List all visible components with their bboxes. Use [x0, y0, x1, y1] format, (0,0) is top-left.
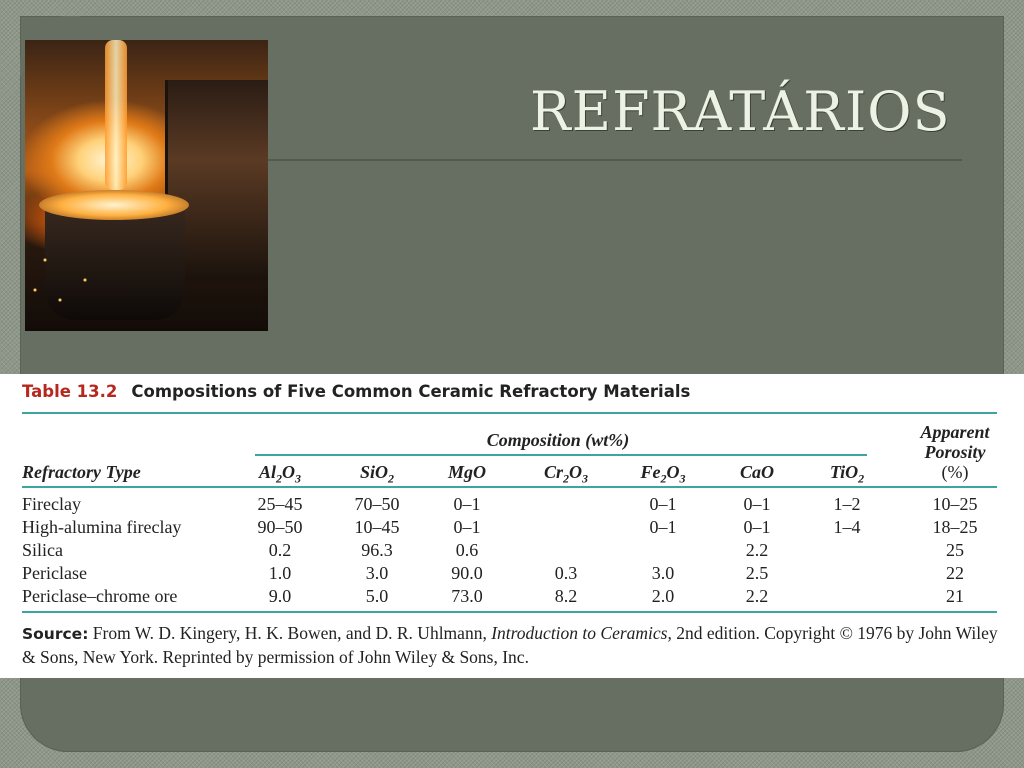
- row-1-porosity: 18–25: [932, 517, 978, 537]
- porosity-header-line3: (%): [941, 462, 969, 482]
- column-header-1-sub2: 2: [388, 471, 395, 486]
- column-header-6: [830, 462, 864, 487]
- column-header-6-base: Ti: [829, 462, 846, 482]
- row-3-cell-4: 3.0: [651, 563, 675, 583]
- table-top-rule: [22, 412, 997, 414]
- row-4-cell-1: 5.0: [365, 586, 389, 606]
- row-2-type: Silica: [22, 540, 63, 560]
- column-header-5-base: Ca: [739, 462, 762, 482]
- table-number: Table 13.2: [22, 382, 118, 401]
- column-header-4-mid: O: [666, 462, 680, 482]
- row-0-cell-0: 25–45: [257, 494, 303, 514]
- column-header-2-mid: O: [473, 462, 487, 482]
- row-0-cell-5: 0–1: [743, 494, 771, 514]
- source-note: [22, 622, 1002, 669]
- column-header-1-mid: O: [375, 462, 389, 482]
- source-text-2: 2nd edition. Copyright © 1976 by John Wiley & Sons, New York. Reprinted by permission of John Wiley & Sons, Inc.: [22, 623, 998, 667]
- row-3-type: Periclase: [22, 563, 87, 583]
- table-header-rule: [22, 486, 997, 488]
- title-underline: [268, 159, 962, 161]
- row-4-cell-4: 2.0: [651, 586, 675, 606]
- column-header-0-mid: O: [282, 462, 296, 482]
- row-3-cell-0: 1.0: [268, 563, 292, 583]
- row-2-porosity: 25: [946, 540, 964, 560]
- column-header-4-sub2: 3: [679, 471, 686, 486]
- source-text-1: From W. D. Kingery, H. K. Bowen, and D. R. Uhlmann,: [88, 623, 492, 643]
- table-title: Compositions of Five Common Ceramic Refractory Materials: [131, 382, 691, 401]
- row-3-cell-3: 0.3: [554, 563, 578, 583]
- row-0-porosity: 10–25: [932, 494, 978, 514]
- column-header-3-sub2: 3: [582, 471, 589, 486]
- column-header-2-base: Mg: [447, 462, 474, 482]
- row-0-cell-4: 0–1: [649, 494, 677, 514]
- porosity-header-line1: Apparent: [920, 422, 990, 442]
- row-4-porosity: 21: [946, 586, 964, 606]
- sparks: [25, 230, 268, 331]
- molten-metal-pour-image: [25, 40, 268, 331]
- column-header-3-mid: O: [569, 462, 583, 482]
- column-header-4: [641, 462, 686, 487]
- row-4-cell-0: 9.0: [268, 586, 292, 606]
- row-0-cell-2: 0–1: [453, 494, 481, 514]
- row-1-cell-0: 90–50: [257, 517, 303, 537]
- row-3-porosity: 22: [946, 563, 964, 583]
- composition-group-rule: [255, 454, 867, 456]
- row-1-cell-4: 0–1: [649, 517, 677, 537]
- column-header-2: [448, 462, 486, 487]
- source-label: Source:: [22, 625, 89, 643]
- ladle-molten-surface: [39, 190, 189, 220]
- row-1-cell-1: 10–45: [354, 517, 400, 537]
- column-header-5-mid: O: [761, 462, 775, 482]
- row-3-cell-1: 3.0: [365, 563, 389, 583]
- row-4-cell-5: 2.2: [745, 586, 769, 606]
- column-header-0: [259, 462, 301, 487]
- row-4-cell-3: 8.2: [554, 586, 578, 606]
- row-2-cell-2: 0.6: [455, 540, 479, 560]
- row-0-cell-6: 1–2: [833, 494, 861, 514]
- row-2-cell-0: 0.2: [268, 540, 292, 560]
- column-header-6-mid: O: [845, 462, 859, 482]
- column-header-5: [740, 462, 774, 487]
- source-book: Introduction to Ceramics,: [491, 623, 672, 643]
- row-4-type: Periclase–chrome ore: [22, 586, 178, 606]
- composition-group-header: Composition (wt%): [486, 430, 630, 450]
- row-2-cell-5: 2.2: [745, 540, 769, 560]
- molten-stream: [105, 40, 127, 190]
- row-1-type: High-alumina fireclay: [22, 517, 182, 537]
- table-caption: [22, 382, 690, 401]
- column-header-1: [360, 462, 394, 487]
- row-1-cell-2: 0–1: [453, 517, 481, 537]
- table-panel: [0, 374, 1024, 678]
- table-bottom-rule: [22, 611, 997, 613]
- column-header-3: [544, 462, 588, 487]
- column-header-3-sub1: 2: [563, 471, 570, 486]
- column-header-6-sub2: 2: [858, 471, 865, 486]
- row-3-cell-5: 2.5: [745, 563, 769, 583]
- row-0-cell-1: 70–50: [354, 494, 400, 514]
- porosity-header-line2: Porosity: [924, 442, 986, 462]
- column-header-4-sub1: 2: [660, 471, 667, 486]
- column-header-0-sub2: 3: [295, 471, 302, 486]
- porosity-header: [920, 422, 989, 482]
- row-2-cell-1: 96.3: [361, 540, 393, 560]
- column-header-4-base: Fe: [640, 462, 661, 482]
- column-header-1-base: Si: [359, 462, 376, 482]
- column-header-0-base: Al: [258, 462, 277, 482]
- row-1-cell-5: 0–1: [743, 517, 771, 537]
- refractory-type-header: Refractory Type: [22, 462, 141, 482]
- row-4-cell-2: 73.0: [451, 586, 483, 606]
- row-0-type: Fireclay: [22, 494, 81, 514]
- column-header-3-base: Cr: [543, 462, 564, 482]
- row-3-cell-2: 90.0: [451, 563, 483, 583]
- column-header-0-sub1: 2: [276, 471, 283, 486]
- slide-title: REFRATÁRIOS: [530, 80, 951, 143]
- row-1-cell-6: 1–4: [833, 517, 861, 537]
